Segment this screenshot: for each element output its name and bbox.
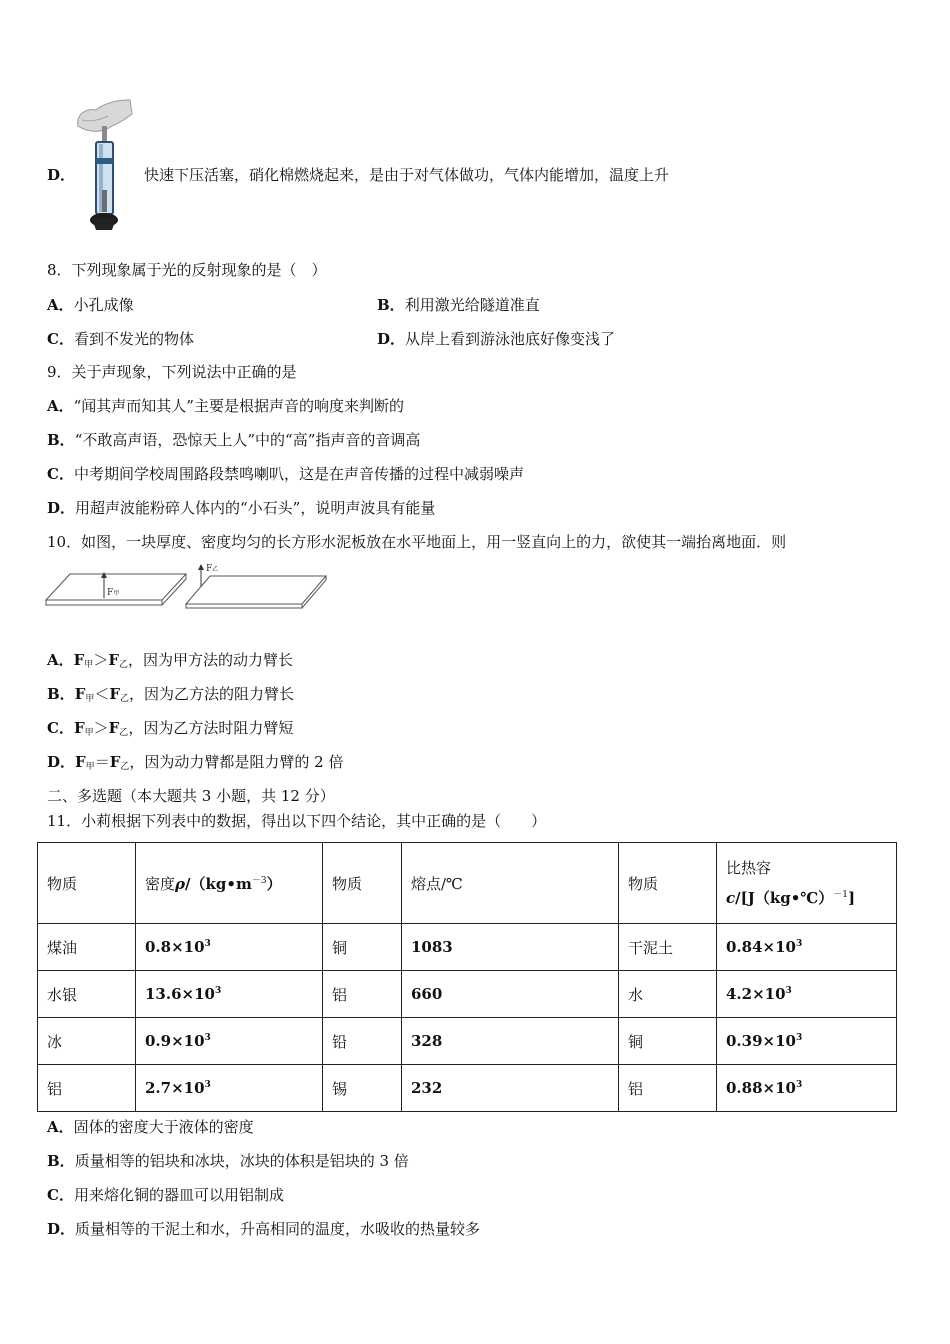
cell-substance: 水银: [38, 971, 136, 1018]
cell-melting-point: 232: [402, 1065, 619, 1112]
cell-specific-heat: $0.39\times 10^3$: [717, 1018, 897, 1065]
label-f-yi: F乙: [206, 564, 219, 574]
cell-specific-heat: $0.88\times 10^3$: [717, 1065, 897, 1112]
table-row: [38, 971, 897, 1018]
slab-right: [186, 576, 326, 608]
header-specific-heat: 比热容 c/[J（kg•℃）$^{-1}$]: [717, 843, 897, 924]
cell-substance: 铝: [619, 1065, 717, 1112]
q9-stem: 9．关于声现象，下列说法中正确的是: [47, 363, 297, 381]
cell-substance: 冰: [38, 1018, 136, 1065]
header-substance-3: 物质: [619, 843, 717, 924]
q7-option-d-text: 快速下压活塞，硝化棉燃烧起来，是由于对气体做功，气体内能增加，温度上升: [144, 166, 670, 184]
table-header-row: [38, 843, 897, 924]
q10-option-a: A．$F_甲>F_乙$，因为甲方法的动力臂长: [47, 651, 294, 670]
cell-substance: 铜: [323, 924, 402, 971]
header-melting-point: 熔点/℃: [402, 843, 619, 924]
q10-option-d: D．$F_甲=F_乙$，因为动力臂都是阻力臂的 2 倍: [47, 753, 344, 772]
data-table: [37, 842, 897, 1112]
cell-density: $0.8\times 10^3$: [136, 924, 323, 971]
cell-substance: 铝: [323, 971, 402, 1018]
slab-figure: [44, 562, 330, 612]
cell-substance: 水: [619, 971, 717, 1018]
q9-option-d: D．用超声波能粉碎人体内的“小石头”，说明声波具有能量: [47, 499, 436, 517]
q7-option-d-letter: D．: [47, 166, 76, 184]
header-substance-1: 物质: [38, 843, 136, 924]
cell-density: $2.7\times 10^3$: [136, 1065, 323, 1112]
q9-option-a: A．“闻其声而知其人”主要是根据声音的响度来判断的: [47, 397, 404, 415]
cell-specific-heat: $4.2\times 10^3$: [717, 971, 897, 1018]
q9-option-c: C．中考期间学校周围路段禁鸣喇叭，这是在声音传播的过程中减弱噪声: [47, 465, 524, 483]
header-substance-2: 物质: [323, 843, 402, 924]
cell-substance: 干泥土: [619, 924, 717, 971]
cell-density: $13.6\times 10^3$: [136, 971, 323, 1018]
q8-option-b: B．利用激光给隧道准直: [377, 296, 540, 314]
q8-stem: 8．下列现象属于光的反射现象的是（ ）: [47, 261, 327, 279]
label-f-jia: F甲: [107, 588, 120, 598]
header-density: 密度$\rho/(kg•m^{-3})$: [136, 843, 323, 924]
q11-option-c: C．用来熔化铜的器皿可以用铝制成: [47, 1186, 284, 1204]
q10-option-c: C．$F_甲>F_乙$，因为乙方法时阻力臂短: [47, 719, 294, 738]
table-row: [38, 924, 897, 971]
cell-density: $0.9\times 10^3$: [136, 1018, 323, 1065]
q8-option-a: A．小孔成像: [47, 296, 134, 314]
table-row: [38, 1065, 897, 1112]
cell-substance: 铝: [38, 1065, 136, 1112]
table-row: [38, 1018, 897, 1065]
cell-melting-point: 660: [402, 971, 619, 1018]
q11-stem: 11．小莉根据下列表中的数据，得出以下四个结论，其中正确的是（ ）: [47, 812, 547, 830]
cell-melting-point: 1083: [402, 924, 619, 971]
cell-melting-point: 328: [402, 1018, 619, 1065]
q10-stem: 10．如图，一块厚度、密度均匀的长方形水泥板放在水平地面上，用一竖直向上的力，欲使其一端抬离地面．则: [47, 533, 787, 551]
cell-specific-heat: $0.84\times 10^3$: [717, 924, 897, 971]
cell-substance: 锡: [323, 1065, 402, 1112]
cell-substance: 铜: [619, 1018, 717, 1065]
pump-piston-image: [72, 98, 138, 236]
cell-substance: 铅: [323, 1018, 402, 1065]
q8-option-d: D．从岸上看到游泳池底好像变浅了: [377, 330, 616, 348]
q11-option-d: D．质量相等的干泥土和水，升高相同的温度，水吸收的热量较多: [47, 1220, 481, 1238]
q8-option-c: C．看到不发光的物体: [47, 330, 194, 348]
section2-title: 二、多选题（本大题共 3 小题，共 12 分）: [47, 787, 335, 805]
q9-option-b: B．“不敢高声语，恐惊天上人”中的“高”指声音的音调高: [47, 431, 421, 449]
q10-option-b: B．$F_甲<F_乙$，因为乙方法的阻力臂长: [47, 685, 295, 704]
q11-option-a: A．固体的密度大于液体的密度: [47, 1118, 254, 1136]
cell-substance: 煤油: [38, 924, 136, 971]
q11-option-b: B．质量相等的铝块和冰块，冰块的体积是铝块的 3 倍: [47, 1152, 409, 1170]
